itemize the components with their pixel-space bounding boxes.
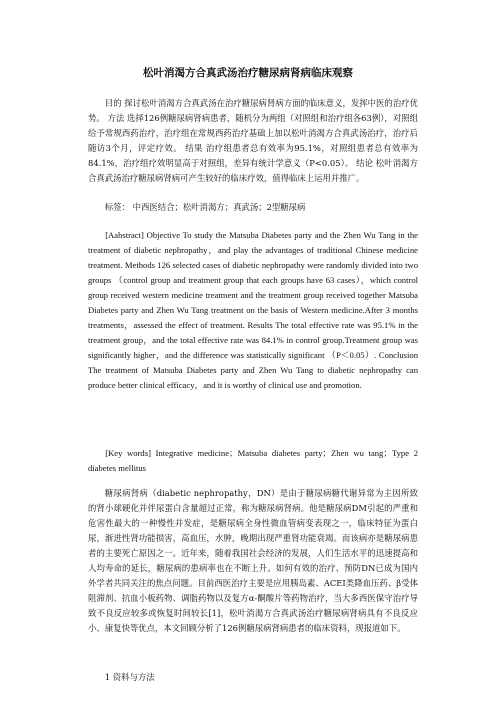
chinese-keywords: 标签： 中西医结合；松叶消渴方；真武汤；2型糖尿病	[104, 202, 306, 212]
introduction-paragraph: 糖尿病肾病（diabetic nephropathy，DN）是由于糖尿病糖代谢异常为主因所致的肾小球硬化并伴尿蛋白含量超过正常，称为糖尿病肾病。他是糖尿病DM引起的严重和危害性最大的一种慢性并发症，是糖尿病全身性微血管病变表现之一，临床特征为蛋白尿，渐进性肾功能损害，高血压，水肿，晚期出现严重肾功能衰竭。而该病亦是糖尿病患者的主要死亡原因之一。近年来，随着我国社会经济的发展，人们生活水平的迅速提高和人均寿命的延长，糖尿病的患病率也在不断上升。如何有效的治疗、预防DN已成为国内外学者共同关注的焦点问题。目前西医治疗主要是应用胰岛素、ACEI类降血压药、β受体阻滞剂、抗血小板药物、调脂药物以及复方α-酮酸片等药物治疗，当大多西医保守治疗导致不良反应较多或恢复时间较长[1]，松叶消渴方合真武汤治疗糖尿病肾病具有不良反应小、康复快等优点，本文回顾分析了126例糖尿病肾病患者的临床资料，现报道如下。	[88, 488, 418, 633]
chinese-abstract: 目的 探讨松叶消渴方合真武汤在治疗糖尿病肾病方面的临床意义，发挥中医的治疗优势。 方法 选择126例糖尿病肾病患者，随机分为两组（对照组和治疗组各63例），对照组给予常规西药治疗，治疗组在常规西药治疗基础上加以松叶消渴方合真武汤治疗，治疗后随访3个月，评定疗效。 结果 治疗组患者总有效率为95.1%，对照组患者总有效率为84.1%，治疗组疗效明显高于对照组，差异有统计学意义（P<0.05）。 结论 松叶消渴方合真武汤治疗糖尿病肾病可产生较好的临床疗效，值得临床上运用并推广。	[88, 98, 418, 183]
english-abstract: [Aabstract] Objective To study the Matsuba Diabetes party and the Zhen Wu Tang in the treatment of diabetic nephropathy，and play the advantages of traditional Chinese medicine treatment. Methods 126 selected cases of diabetic nephropathy were randomly divided into two groups （control group and treatment group that each groups have 63 cases），which control group received western medicine treatment and the treatment group received together Matsuba Diabetes party and Zhen Wu Tang treatment on the basis of Western medicine.After 3 months treatments，assessed the effect of treatment. Results The total effective rate was 95.1% in the treatment group，and the total effective rate was 84.1% in control group.Treatment group was significantly higher，and the difference was statistically significant （P＜0.05）. Conclusion The treatment of Matsuba Diabetes party and Zhen Wu Tang to diabetic nephropathy can produce better clinical efficacy，and it is worthy of clinical use and promotion.	[88, 230, 418, 390]
section-heading: 1 资料与方法	[104, 672, 155, 682]
paper-title: 松叶消渴方合真武汤治疗糖尿病肾病临床观察	[143, 67, 353, 79]
english-keywords: [Key words] Integrative medicine；Matsuba diabetes party；Zhen wu tang；Type 2 diabetes mellitus	[88, 448, 418, 473]
